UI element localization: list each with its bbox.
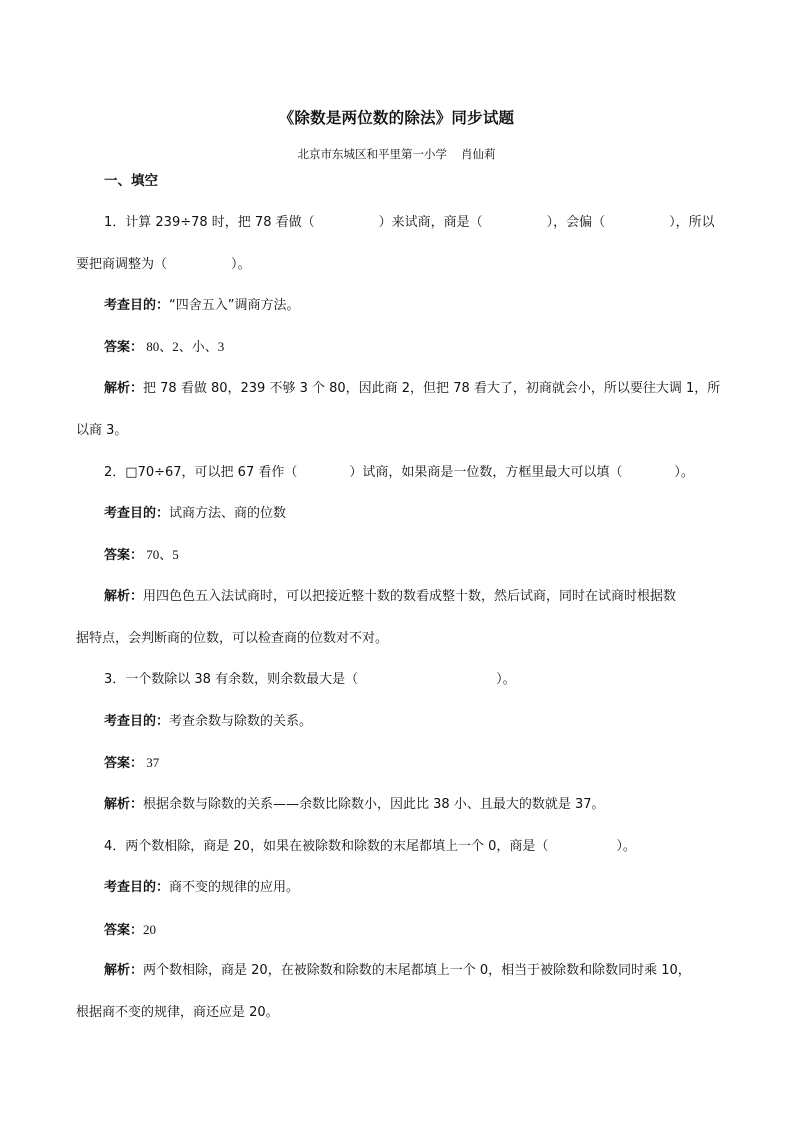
question-number: 4． <box>104 839 126 854</box>
question-number: 3． <box>104 672 126 687</box>
analysis-label: 解析： <box>104 963 144 978</box>
purpose-label: 考查目的： <box>104 506 170 521</box>
answer-2 <box>104 547 179 564</box>
purpose-text: “四舍五入”调商方法。 <box>169 298 300 313</box>
analysis-3 <box>104 797 605 813</box>
analysis-text: 用四色色五入法试商时，可以把接近整十数的数看成整十数，然后试商，同时在试商时根据数 <box>143 589 677 604</box>
purpose-label: 考查目的： <box>104 880 170 895</box>
question-3 <box>104 672 516 688</box>
purpose-2 <box>104 506 286 522</box>
answer-1 <box>104 339 224 356</box>
analysis-label: 解析： <box>104 589 144 604</box>
question-text: ）。 <box>674 465 694 480</box>
question-2 <box>104 465 694 481</box>
answer-text: 37 <box>143 755 160 770</box>
analysis-1 <box>104 381 720 397</box>
purpose-text: 考查余数与除数的关系。 <box>169 714 313 729</box>
analysis-label: 解析： <box>104 797 144 812</box>
question-text: 一个数除以 38 有余数，则余数最大是（ <box>125 672 359 687</box>
answer-text: 70、5 <box>143 547 179 562</box>
question-text: ），会偏（ <box>546 215 606 230</box>
question-text: ）。 <box>231 257 251 272</box>
answer-text: 20 <box>143 922 157 937</box>
section-heading: 一、填空 <box>104 173 158 189</box>
question-4 <box>104 839 636 855</box>
question-text: ）。 <box>496 672 516 687</box>
author-name: 肖仙莉 <box>461 147 496 161</box>
answer-label: 答案： <box>104 756 144 771</box>
purpose-1 <box>104 298 300 314</box>
analysis-text: 根据余数与除数的关系——余数比除数小，因此比 38 小、且最大的数就是 37。 <box>143 797 605 812</box>
question-1 <box>104 215 715 231</box>
analysis-2 <box>104 589 676 605</box>
question-text: □70÷67，可以把 67 看作（ <box>125 465 298 480</box>
question-text: 两个数相除，商是 20，如果在被除数和除数的末尾都填上一个 0，商是（ <box>125 839 549 854</box>
analysis-label: 解析： <box>104 381 144 396</box>
purpose-label: 考查目的： <box>104 298 170 313</box>
purpose-3 <box>104 714 312 730</box>
analysis-text: 两个数相除，商是 20，在被除数和除数的末尾都填上一个 0，相当于被除数和除数同时乘 10， <box>143 963 691 978</box>
document-title: 《除数是两位数的除法》同步试题 <box>278 109 515 127</box>
purpose-label: 考查目的： <box>104 714 170 729</box>
question-text: ）来试商，商是（ <box>378 215 483 230</box>
answer-text: 80、2、小、3 <box>143 339 225 354</box>
answer-label: 答案： <box>104 340 144 355</box>
question-text: 要把商调整为（ <box>76 257 168 272</box>
purpose-text: 试商方法、商的位数 <box>169 506 287 521</box>
author-school: 北京市东城区和平里第一小学 <box>297 147 447 161</box>
analysis-2-line2: 据特点，会判断商的位数，可以检查商的位数对不对。 <box>76 631 389 646</box>
question-text: ），所以 <box>669 215 715 230</box>
purpose-4 <box>104 880 299 896</box>
answer-label: 答案： <box>104 548 144 563</box>
answer-label: 答案： <box>104 923 144 938</box>
question-text: ）试商，如果商是一位数，方框里最大可以填（ <box>349 465 623 480</box>
analysis-text: 把 78 看做 80，239 不够 3 个 80，因此商 2，但把 78 看大了，初商就会小，所以要往大调 1，所 <box>143 381 721 396</box>
answer-4 <box>104 922 156 939</box>
analysis-4 <box>104 963 691 979</box>
analysis-4-line2: 根据商不变的规律，商还应是 20。 <box>76 1005 279 1020</box>
question-text: 计算 239÷78 时，把 78 看做（ <box>125 215 315 230</box>
answer-3 <box>104 755 159 772</box>
question-text: ）。 <box>616 839 636 854</box>
analysis-1-line2: 以商 3。 <box>76 423 128 438</box>
question-number: 1． <box>104 215 126 230</box>
author-line <box>0 146 793 162</box>
question-number: 2． <box>104 465 126 480</box>
question-1-line2 <box>76 257 251 273</box>
purpose-text: 商不变的规律的应用。 <box>169 880 300 895</box>
